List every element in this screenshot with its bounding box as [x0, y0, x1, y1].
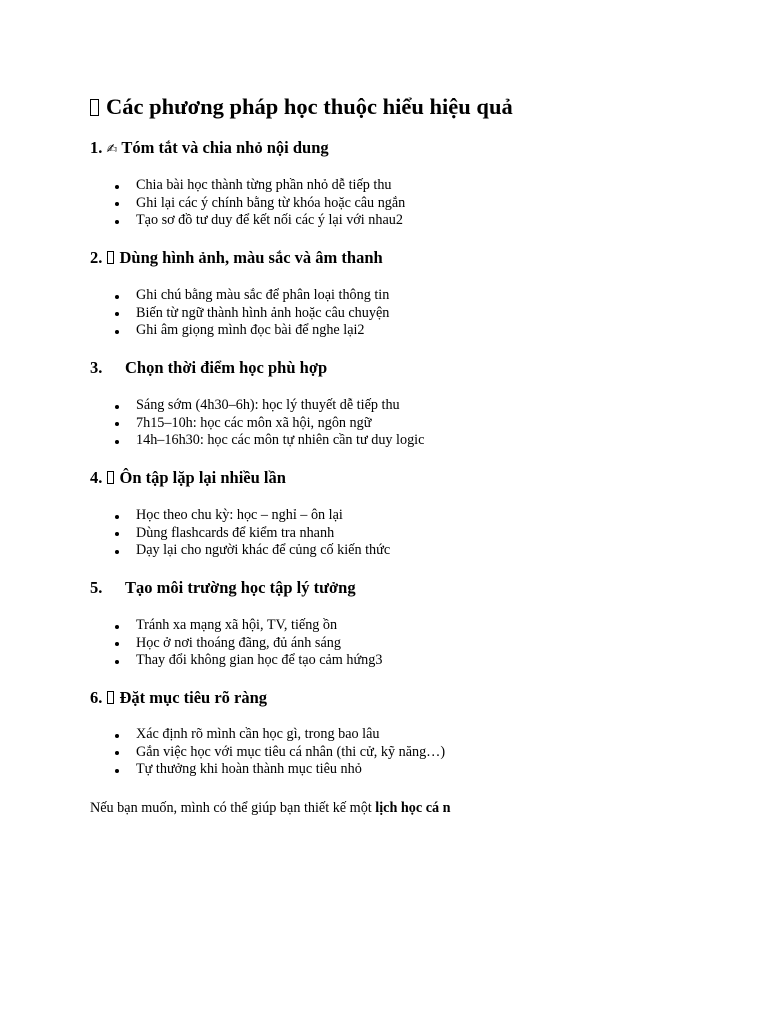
list-item: Xác định rõ mình cần học gì, trong bao lâu	[90, 726, 730, 744]
list-item: Thay đổi không gian học để tạo cảm hứng3	[90, 652, 730, 670]
missing-glyph-box-icon	[107, 251, 114, 264]
section-6-heading	[90, 687, 267, 709]
writing-hand-icon: ✍	[106, 142, 118, 157]
section-2-heading	[90, 247, 383, 269]
list-item: Học ở nơi thoáng đãng, đủ ánh sáng	[90, 635, 730, 653]
section-3-heading-text: Chọn thời điểm học phù hợp	[125, 358, 328, 377]
list-item: 7h15–10h: học các môn xã hội, ngôn ngữ	[90, 415, 730, 433]
missing-glyph-box-icon	[107, 691, 114, 704]
list-item: Chia bài học thành từng phần nhỏ dễ tiếp thu	[90, 177, 730, 195]
section-6-list	[90, 726, 730, 779]
section-6-number: 6.	[90, 688, 103, 707]
section-4-heading	[90, 467, 286, 489]
section-4-number: 4.	[90, 468, 103, 487]
section-4-heading-text: Ôn tập lặp lại nhiều lần	[119, 468, 286, 487]
section-2-heading-text: Dùng hình ảnh, màu sắc và âm thanh	[119, 248, 383, 267]
list-item: Biến từ ngữ thành hình ảnh hoặc câu chuyện	[90, 305, 730, 323]
section-3-heading	[90, 357, 327, 379]
section-5-number: 5.	[90, 578, 103, 597]
section-4-list	[90, 507, 730, 560]
section-2-number: 2.	[90, 248, 103, 267]
section-5-heading-text: Tạo môi trường học tập lý tưởng	[125, 578, 356, 597]
list-item: Học theo chu kỳ: học – nghỉ – ôn lại	[90, 507, 730, 525]
section-1-list	[90, 177, 730, 230]
section-1-heading-text: Tóm tắt và chia nhỏ nội dung	[121, 138, 329, 157]
footer-text: Nếu bạn muốn, mình có thể giúp bạn thiết kế một	[90, 800, 376, 816]
list-item: Tự thưởng khi hoàn thành mục tiêu nhỏ	[90, 761, 730, 779]
list-item: Ghi lại các ý chính bằng từ khóa hoặc câu ngắn	[90, 195, 730, 213]
list-item: Tạo sơ đồ tư duy để kết nối các ý lại với nhau2	[90, 212, 730, 230]
list-item: 14h–16h30: học các môn tự nhiên cần tư duy logic	[90, 432, 730, 450]
document-title-text: Các phương pháp học thuộc hiểu hiệu quả	[106, 94, 513, 119]
list-item: Dùng flashcards để kiểm tra nhanh	[90, 525, 730, 543]
list-item: Dạy lại cho người khác để củng cố kiến thức	[90, 542, 730, 560]
list-item: Ghi âm giọng mình đọc bài để nghe lại2	[90, 322, 730, 340]
section-2-list	[90, 287, 730, 340]
section-3-list	[90, 397, 730, 450]
list-item: Ghi chú bằng màu sắc để phân loại thông tin	[90, 287, 730, 305]
section-5-list	[90, 617, 730, 670]
document-body	[90, 92, 730, 816]
section-3-number: 3.	[90, 358, 103, 377]
footer-bold-text: lịch học cá n	[375, 800, 451, 816]
list-item: Tránh xa mạng xã hội, TV, tiếng ồn	[90, 617, 730, 635]
section-5-heading	[90, 577, 356, 599]
document-title	[90, 92, 730, 122]
missing-glyph-box-icon	[107, 471, 114, 484]
list-item: Gắn việc học với mục tiêu cá nhân (thi cử, kỹ năng…)	[90, 744, 730, 762]
footer-paragraph	[90, 799, 451, 817]
section-6-heading-text: Đặt mục tiêu rõ ràng	[119, 688, 268, 707]
list-item: Sáng sớm (4h30–6h): học lý thuyết dễ tiếp thu	[90, 397, 730, 415]
missing-glyph-box-icon	[90, 99, 99, 116]
section-1-number: 1.	[90, 138, 103, 157]
section-1-heading	[90, 137, 329, 161]
